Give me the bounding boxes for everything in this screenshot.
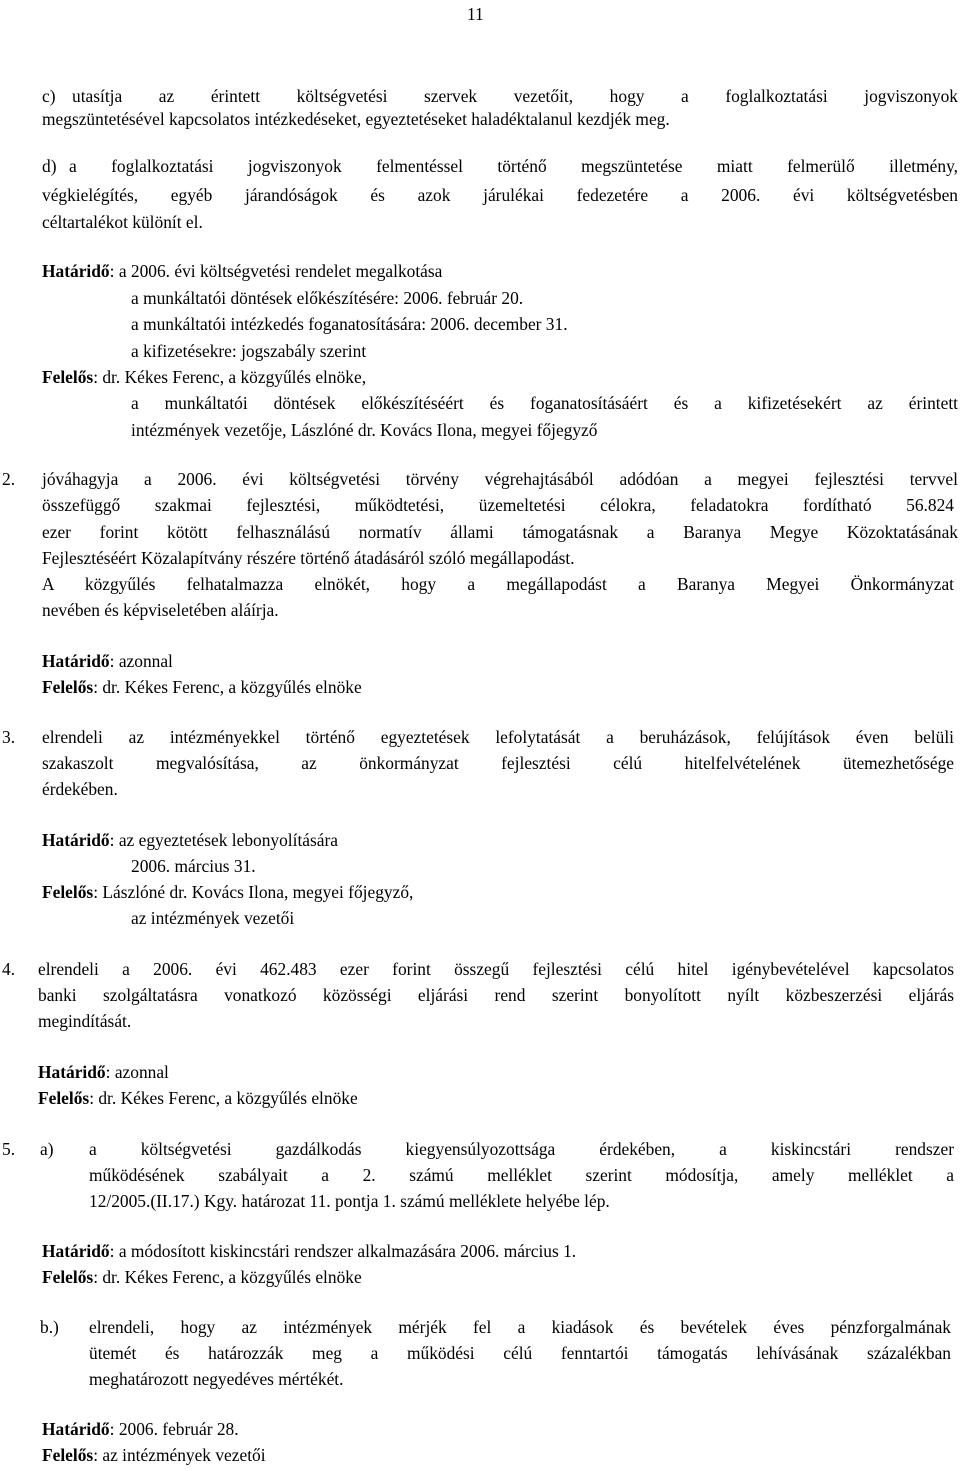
deadline-label: Határidő <box>42 1419 110 1439</box>
deadline-block-1 <box>42 260 442 282</box>
item-5a-line-3: 12/2005.(II.17.) Kgy. határozat 11. pontja 1. számú melléklete helyébe lép. <box>89 1191 610 1211</box>
responsible-label: Felelős <box>42 882 94 902</box>
item-5b-line-1: elrendeli, hogy az intézmények mérjék fel a kiadások és bevételek éves pénzforgalmának <box>89 1317 951 1337</box>
deadline-line-2: a munkáltatói döntések előkészítésére: 2006. február 20. <box>131 288 524 308</box>
item-5a-line-2: működésének szabályait a 2. számú melléklet szerint módosítja, amely melléklet a <box>89 1165 954 1185</box>
item-3-responsible-line-2: az intézmények vezetői <box>131 908 295 928</box>
item-5a-responsible <box>42 1266 362 1288</box>
item-5b-marker: b.) <box>40 1317 59 1337</box>
item-2-responsible <box>42 676 362 698</box>
item-2-line-3: ezer forint kötött felhasználású normatív állami támogatásnak a Baranya Megye Közoktatásának <box>42 522 958 542</box>
responsible-line-3: intézmények vezetője, Lászlóné dr. Kovács Ilona, megyei főjegyző <box>131 420 598 440</box>
item-5b-deadline <box>42 1418 239 1440</box>
item-3-line-1: elrendeli az intézményekkel történő egyeztetések lefolytatását a beruházások, felújítások éven belüli <box>42 727 954 747</box>
item-2-line-5: A közgyűlés felhatalmazza elnökét, hogy a megállapodást a Baranya Megyei Önkormányzat <box>42 574 954 594</box>
deadline-label: Határidő <box>42 261 110 281</box>
deadline-label: Határidő <box>42 1241 110 1261</box>
item-3-deadline-line-2: 2006. március 31. <box>131 856 256 876</box>
item-c-marker: c) <box>42 86 56 106</box>
deadline-label: Határidő <box>38 1062 106 1082</box>
item-2-line-1: jóváhagyja a 2006. évi költségvetési törvény végrehajtásából adódóan a megyei fejlesztési tervvel <box>42 469 958 489</box>
item-3-responsible <box>42 881 413 903</box>
deadline-text: : azonnal <box>109 651 173 671</box>
responsible-label: Felelős <box>42 1267 94 1287</box>
item-5a-line-1: a költségvetési gazdálkodás kiegyensúlyozottsága érdekében, a kiskincstári rendszer <box>89 1139 954 1159</box>
responsible-text: : dr. Kékes Ferenc, a közgyűlés elnöke, <box>93 367 367 387</box>
item-5-number: 5. <box>2 1139 16 1159</box>
item-5b-responsible <box>42 1444 266 1466</box>
item-4-number: 4. <box>2 959 16 979</box>
item-3-number: 3. <box>2 727 16 747</box>
responsible-label: Felelős <box>38 1088 90 1108</box>
page-number: 11 <box>467 4 484 24</box>
responsible-text: : dr. Kékes Ferenc, a közgyűlés elnöke <box>93 677 362 697</box>
item-5b-line-2: ütemét és határozzák meg a működési célú fenntartói támogatás lehívásának százalékban <box>89 1343 951 1363</box>
responsible-text: : dr. Kékes Ferenc, a közgyűlés elnöke <box>89 1088 358 1108</box>
deadline-text: : azonnal <box>105 1062 169 1082</box>
responsible-label: Felelős <box>42 677 94 697</box>
deadline-line-4: a kifizetésekre: jogszabály szerint <box>131 341 367 361</box>
item-d-marker: d) <box>42 156 57 176</box>
deadline-label: Határidő <box>42 651 110 671</box>
item-2-deadline <box>42 650 173 672</box>
responsible-line-2: a munkáltatói döntések előkészítéséért és foganatosításáért és a kifizetésekért az érintett <box>131 393 958 413</box>
responsible-text: : az intézmények vezetői <box>93 1445 266 1465</box>
item-4-line-3: megindítását. <box>38 1011 132 1031</box>
item-3-line-3: érdekében. <box>42 779 118 799</box>
item-5a-deadline <box>42 1240 576 1262</box>
item-2-line-6: nevében és képviseletében aláírja. <box>42 600 279 620</box>
responsible-label: Felelős <box>42 367 94 387</box>
deadline-text: : a 2006. évi költségvetési rendelet megalkotása <box>109 261 443 281</box>
item-d-line-2: végkielégítés, egyéb járandóságok és azok járulékai fedezetére a 2006. évi költségvetésben <box>42 185 958 205</box>
deadline-text: : 2006. február 28. <box>109 1419 239 1439</box>
responsible-text: : Lászlóné dr. Kovács Ilona, megyei főjegyző, <box>93 882 414 902</box>
deadline-label: Határidő <box>42 830 110 850</box>
deadline-line-3: a munkáltatói intézkedés foganatosítására: 2006. december 31. <box>131 314 568 334</box>
responsible-block-1 <box>42 366 366 388</box>
item-d-line-3: céltartalékot különít el. <box>42 212 203 232</box>
responsible-label: Felelős <box>42 1445 94 1465</box>
item-d-line-1: a foglalkoztatási jogviszonyok felmentéssel történő megszüntetése miatt felmerülő illetmény, <box>69 156 958 176</box>
responsible-text: : dr. Kékes Ferenc, a közgyűlés elnöke <box>93 1267 362 1287</box>
item-2-line-2: összefüggő szakmai fejlesztési, működtetési, üzemeltetési célokra, feladatokra fordítható 56.824 <box>42 495 954 515</box>
deadline-text: : az egyeztetések lebonyolítására <box>109 830 339 850</box>
item-c-line-1: utasítja az érintett költségvetési szervek vezetőit, hogy a foglalkoztatási jogviszonyok <box>72 86 958 106</box>
item-5a-marker: a) <box>40 1139 54 1159</box>
item-4-line-1: elrendeli a 2006. évi 462.483 ezer forint összegű fejlesztési célú hitel igénybevételével kapcsolatos <box>38 959 954 979</box>
deadline-text: : a módosított kiskincstári rendszer alkalmazására 2006. március 1. <box>109 1241 577 1261</box>
item-2-line-4: Fejlesztéséért Közalapítvány részére történő átadásáról szóló megállapodást. <box>42 548 575 568</box>
item-c-line-2: megszüntetésével kapcsolatos intézkedéseket, egyeztetéseket haladéktalanul kezdjék meg. <box>42 109 670 129</box>
item-4-line-2: banki szolgáltatásra vonatkozó közösségi eljárási rend szerint bonyolított nyílt közbeszerzési eljárás <box>38 985 954 1005</box>
item-2-number: 2. <box>2 469 16 489</box>
item-3-line-2: szakaszolt megvalósítása, az önkormányzat fejlesztési célú hitelfelvételének ütemezhetősége <box>42 753 954 773</box>
item-3-deadline <box>42 829 338 851</box>
item-4-responsible <box>38 1087 358 1109</box>
item-4-deadline <box>38 1061 169 1083</box>
item-5b-line-3: meghatározott negyedéves mértékét. <box>89 1369 344 1389</box>
